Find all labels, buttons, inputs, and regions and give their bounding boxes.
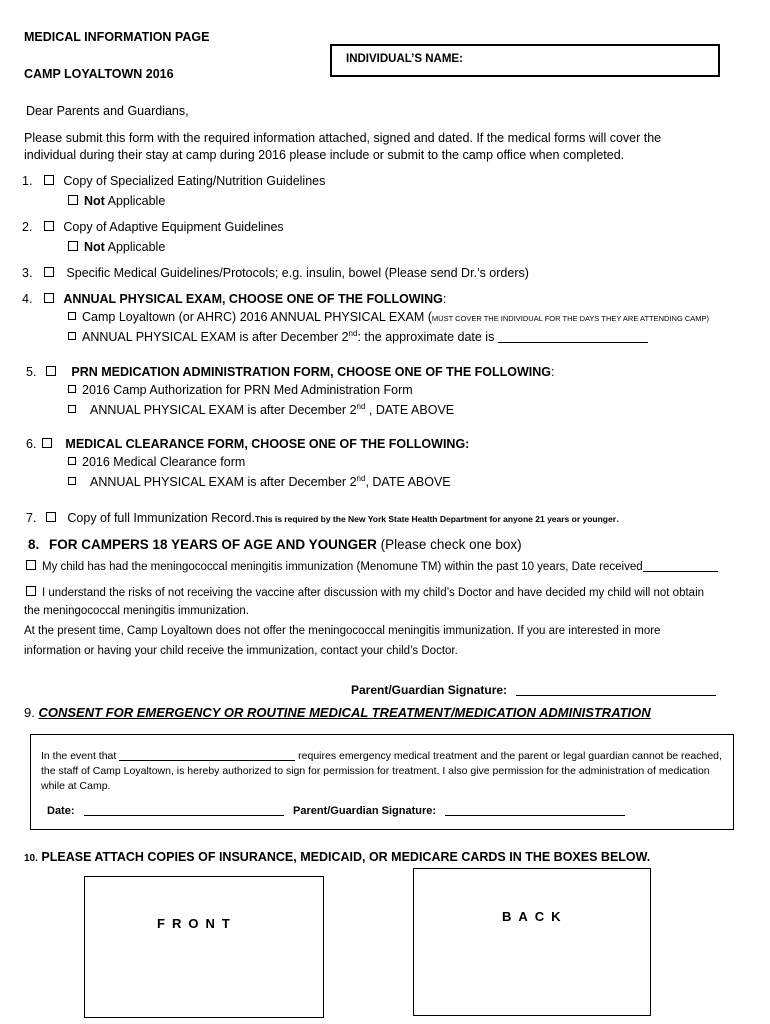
item-8-date-field[interactable]: [643, 571, 718, 572]
item-6-checkbox[interactable]: [42, 438, 52, 448]
item-4: 4. ANNUAL PHYSICAL EXAM, CHOOSE ONE OF THE FOLLOWING:: [22, 292, 447, 306]
item-7-note: This is required by the New York State Health Department for anyone 21 years or younger: [255, 514, 617, 524]
consent-signature: Parent/Guardian Signature:: [293, 805, 625, 817]
consent-signature-field[interactable]: [445, 815, 625, 816]
item-8-note-line-1: At the present time, Camp Loyaltown does not offer the meningococcal meningitis immunization. If you are interested in more: [24, 625, 661, 637]
item-2-checkbox[interactable]: [44, 221, 54, 231]
back-label: BACK: [502, 909, 568, 924]
item-4-option-2: ANNUAL PHYSICAL EXAM is after December 2nd: the approximate date is: [68, 330, 648, 344]
consent-individual-field[interactable]: [119, 760, 295, 761]
item-7-text: Copy of full Immunization Record.: [67, 511, 255, 525]
item-1-not-applicable: Not Applicable: [68, 194, 165, 208]
intro-line-1: Please submit this form with the required information attached, signed and dated. If the medical forms will cover the: [24, 131, 662, 145]
item-3-number: 3.: [22, 266, 33, 280]
item-3-text: Specific Medical Guidelines/Protocols; e.g. insulin, bowel (Please send Dr.’s orders): [66, 266, 529, 280]
item-6-number: 6.: [26, 437, 37, 451]
intro-line-2: individual during their stay at camp during 2016 please include or submit to the camp office when completed.: [24, 148, 625, 162]
item-8-note-line-2: information or having your child receive the immunization, contact your child’s Doctor.: [24, 645, 458, 657]
item-5-opt1-checkbox[interactable]: [68, 385, 76, 393]
item-3-checkbox[interactable]: [44, 267, 54, 277]
item-4-heading: ANNUAL PHYSICAL EXAM, CHOOSE ONE OF THE FOLLOWING: [63, 292, 443, 306]
item-8-option-2-cont: the meningococcal meningitis immunization.: [24, 605, 249, 617]
item-2-text: Copy of Adaptive Equipment Guidelines: [63, 220, 284, 234]
item-2: [22, 220, 284, 234]
item-4-number: 4.: [22, 292, 33, 306]
consent-box: [30, 734, 734, 830]
item-2-not-applicable: Not Applicable: [68, 240, 165, 254]
item-4-checkbox[interactable]: [44, 293, 54, 303]
item-8-heading: FOR CAMPERS 18 YEARS OF AGE AND YOUNGER: [49, 537, 377, 552]
consent-line-2: the staff of Camp Loyaltown, is hereby authorized to sign for permission for treatment. I also give permission for the administration of medication: [41, 765, 710, 777]
item-8-option-2: I understand the risks of not receiving the vaccine after discussion with my child’s Doctor and have decided my child will not obtain: [26, 586, 704, 599]
item-10: [24, 850, 650, 864]
item-8-opt2-checkbox[interactable]: [26, 586, 36, 596]
item-1-text: Copy of Specialized Eating/Nutrition Guidelines: [63, 174, 326, 188]
item-5-option-1: 2016 Camp Authorization for PRN Med Administration Form: [68, 383, 413, 397]
item-9-heading: CONSENT FOR EMERGENCY OR ROUTINE MEDICAL TREATMENT/MEDICATION ADMINISTRATION: [38, 705, 651, 720]
consent-date: Date:: [47, 805, 284, 817]
item-1-number: 1.: [22, 174, 33, 188]
item-7-checkbox[interactable]: [46, 512, 56, 522]
consent-date-field[interactable]: [84, 815, 284, 816]
item-7: 7. Copy of full Immunization Record.This is required by the New York State Health Department for anyone 21 years or younger.: [26, 511, 620, 525]
item-5-checkbox[interactable]: [46, 366, 56, 376]
insurance-card-back-box[interactable]: [413, 868, 651, 1016]
item-3: [22, 266, 529, 280]
item-8: 8. FOR CAMPERS 18 YEARS OF AGE AND YOUNGER (Please check one box): [28, 537, 522, 552]
item-4-opt2-checkbox[interactable]: [68, 332, 76, 340]
item-1-checkbox[interactable]: [44, 175, 54, 185]
item-2-na-checkbox[interactable]: [68, 241, 78, 251]
item-6-option-2: ANNUAL PHYSICAL EXAM is after December 2nd, DATE ABOVE: [68, 475, 451, 489]
consent-line-3: while at Camp.: [41, 780, 111, 792]
item-6-option-1: 2016 Medical Clearance form: [68, 455, 245, 469]
item-8-signature: Parent/Guardian Signature:: [351, 683, 716, 697]
item-6: [26, 437, 469, 451]
item-2-number: 2.: [22, 220, 33, 234]
insurance-card-front-box[interactable]: [84, 876, 324, 1018]
item-4-opt1-checkbox[interactable]: [68, 312, 76, 320]
item-6-opt2-checkbox[interactable]: [68, 477, 76, 485]
greeting: Dear Parents and Guardians,: [26, 104, 189, 118]
item-6-opt1-checkbox[interactable]: [68, 457, 76, 465]
page-title: MEDICAL INFORMATION PAGE: [24, 30, 210, 44]
item-1: [22, 174, 325, 188]
item-9-number: 9.: [24, 705, 35, 720]
item-8-option-1: My child has had the meningococcal meningitis immunization (Menomune TM) within the past 10 years, Date received: [26, 560, 718, 573]
item-1-na-checkbox[interactable]: [68, 195, 78, 205]
item-9: [24, 705, 651, 720]
item-8-number: 8.: [28, 537, 40, 552]
item-6-heading: MEDICAL CLEARANCE FORM, CHOOSE ONE OF THE FOLLOWING:: [65, 437, 470, 451]
item-4-option-1: Camp Loyaltown (or AHRC) 2016 ANNUAL PHYSICAL EXAM (MUST COVER THE INDIVIDUAL FOR THE DAYS THEY ARE ATTENDING CAMP): [68, 310, 709, 324]
item-5-heading: PRN MEDICATION ADMINISTRATION FORM, CHOOSE ONE OF THE FOLLOWING: [71, 365, 552, 379]
front-label: FRONT: [157, 916, 237, 931]
item-4-date-field[interactable]: [498, 342, 648, 343]
item-8-opt1-checkbox[interactable]: [26, 560, 36, 570]
item-5-number: 5.: [26, 365, 37, 379]
individual-name-label: INDIVIDUAL’S NAME:: [346, 53, 463, 65]
item-10-heading: PLEASE ATTACH COPIES OF INSURANCE, MEDICAID, OR MEDICARE CARDS IN THE BOXES BELOW.: [41, 850, 651, 864]
item-5: 5. PRN MEDICATION ADMINISTRATION FORM, CHOOSE ONE OF THE FOLLOWING:: [26, 365, 555, 379]
item-10-number: 10.: [24, 853, 38, 864]
individual-name-box[interactable]: [330, 44, 720, 77]
item-5-opt2-checkbox[interactable]: [68, 405, 76, 413]
consent-line-1: In the event that requires emergency medical treatment and the parent or legal guardian cannot be reached,: [41, 750, 722, 762]
item-5-option-2: ANNUAL PHYSICAL EXAM is after December 2nd , DATE ABOVE: [68, 403, 454, 417]
item-7-number: 7.: [26, 511, 37, 525]
camp-title: CAMP LOYALTOWN 2016: [24, 67, 174, 81]
item-8-signature-field[interactable]: [516, 695, 716, 696]
